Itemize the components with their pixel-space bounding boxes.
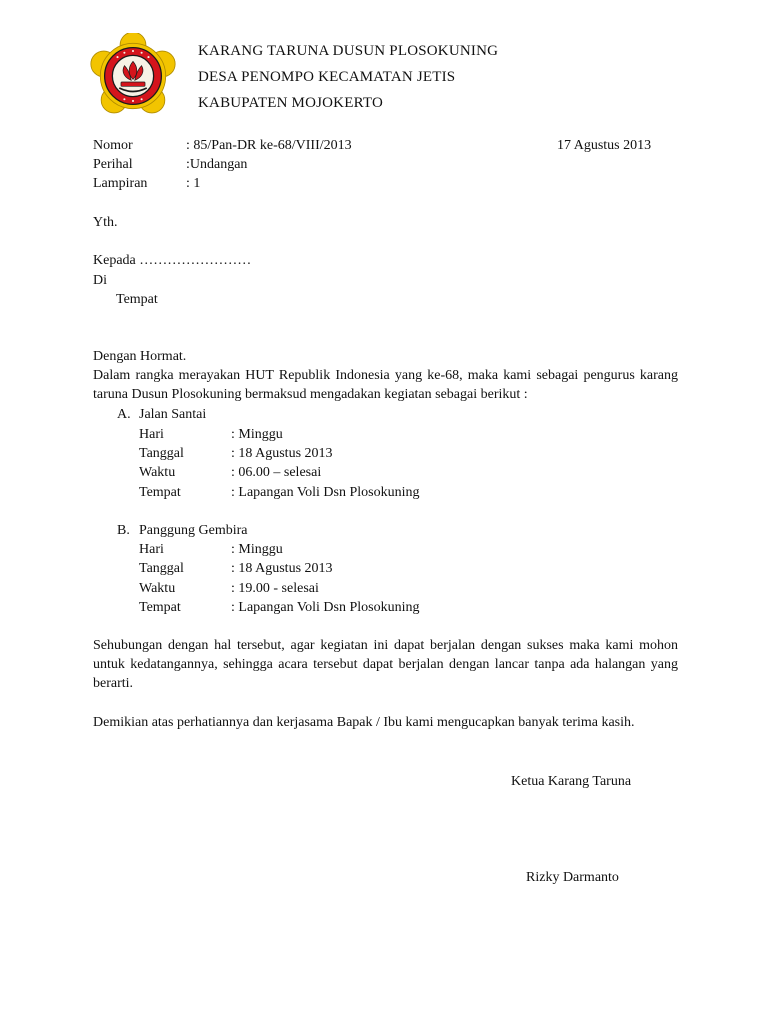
- closing-paragraph-2: Demikian atas perhatiannya dan kerjasama Bapak / Ibu kami mengucapkan banyak terima kasih.: [93, 715, 635, 730]
- event-title: Jalan Santai: [139, 407, 207, 422]
- signer-role: Ketua Karang Taruna: [511, 774, 632, 789]
- kepada-line: Kepada ……………………: [93, 253, 252, 268]
- org-name-line3: KABUPATEN MOJOKERTO: [198, 95, 384, 111]
- detail-label: Tanggal: [139, 561, 184, 576]
- detail-value: : Minggu: [231, 542, 283, 557]
- detail-label: Tempat: [139, 600, 181, 615]
- lampiran-value: : 1: [186, 176, 201, 191]
- di-text: Di: [93, 273, 107, 288]
- detail-label: Waktu: [139, 465, 176, 480]
- event-title: Panggung Gembira: [139, 523, 248, 538]
- karang-taruna-logo: [90, 33, 176, 119]
- detail-label: Hari: [139, 542, 164, 557]
- detail-value: : 18 Agustus 2013: [231, 446, 333, 461]
- detail-label: Hari: [139, 427, 164, 442]
- perihal-value: :Undangan: [186, 157, 248, 172]
- lampiran-label: Lampiran: [93, 176, 148, 191]
- intro-paragraph: Dalam rangka merayakan HUT Republik Indonesia yang ke-68, maka kami sebagai pengurus karang taruna Dusun Plosokuning bermaksud mengadakan kegiatan sebagai berikut :: [93, 368, 678, 402]
- detail-label: Tempat: [139, 485, 181, 500]
- detail-value: : Lapangan Voli Dsn Plosokuning: [231, 600, 420, 615]
- yth-text: Yth.: [93, 215, 118, 230]
- detail-value: : 18 Agustus 2013: [231, 561, 333, 576]
- tempat-text: Tempat: [116, 292, 158, 307]
- detail-label: Waktu: [139, 581, 176, 596]
- org-name-line1: KARANG TARUNA DUSUN PLOSOKUNING: [198, 43, 499, 59]
- nomor-label: Nomor: [93, 138, 133, 153]
- perihal-label: Perihal: [93, 157, 133, 172]
- event-letter: A.: [117, 407, 131, 422]
- detail-value: : Minggu: [231, 427, 283, 442]
- signer-name: Rizky Darmanto: [526, 870, 619, 885]
- event-letter: B.: [117, 523, 130, 538]
- detail-value: : Lapangan Voli Dsn Plosokuning: [231, 485, 420, 500]
- greeting: Dengan Hormat.: [93, 349, 187, 364]
- org-name-line2: DESA PENOMPO KECAMATAN JETIS: [198, 69, 456, 85]
- closing-paragraph-1: Sehubungan dengan hal tersebut, agar kegiatan ini dapat berjalan dengan sukses maka kami mohon untuk kedatangannya, sehingga acara tersebut dapat berjalan dengan lancar tanpa ada halangan yang berarti.: [93, 638, 678, 691]
- letter-date: 17 Agustus 2013: [557, 138, 652, 153]
- detail-value: : 06.00 – selesai: [231, 465, 322, 480]
- detail-label: Tanggal: [139, 446, 184, 461]
- nomor-value: : 85/Pan-DR ke-68/VIII/2013: [186, 138, 352, 153]
- detail-value: : 19.00 - selesai: [231, 581, 319, 596]
